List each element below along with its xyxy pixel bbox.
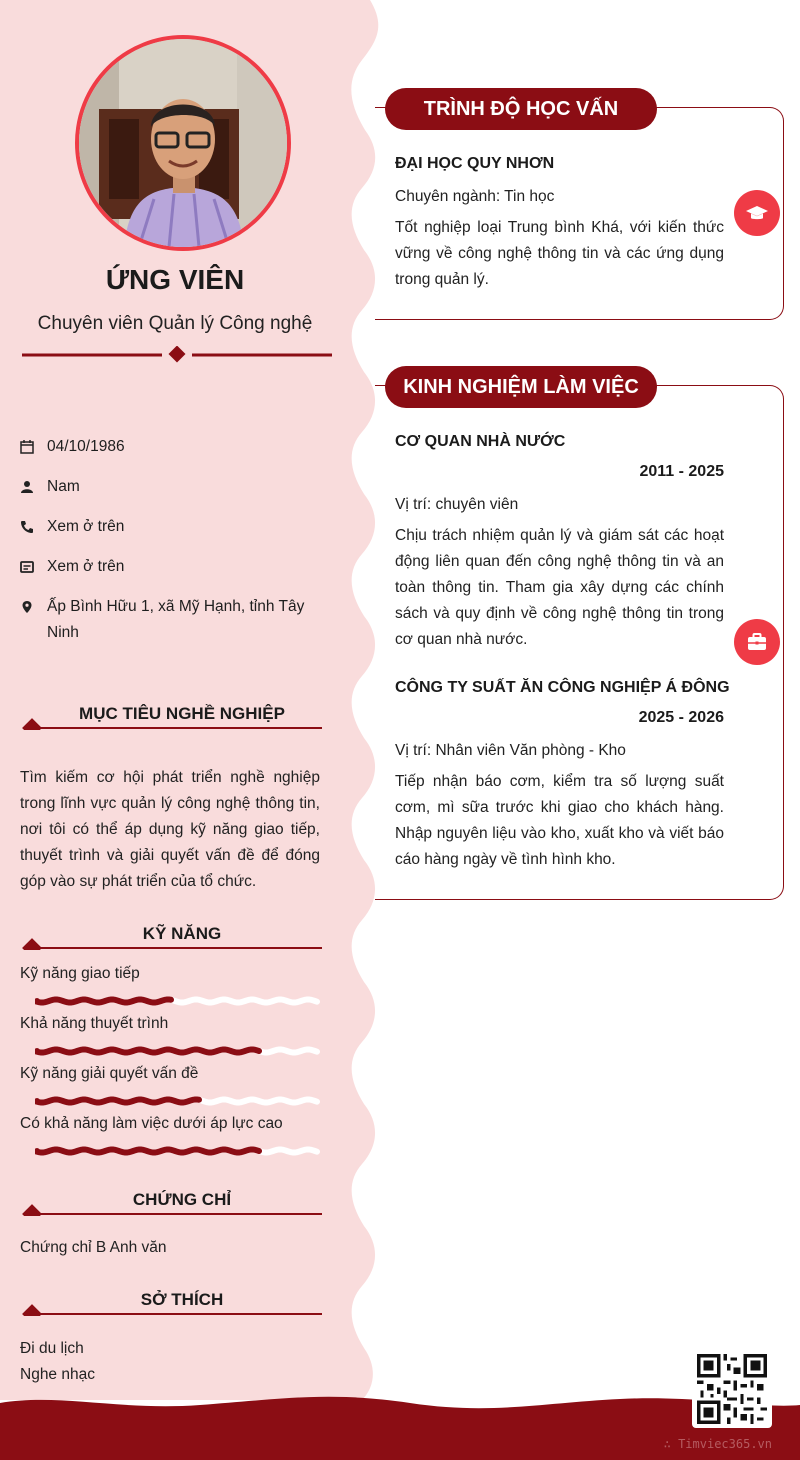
profile-photo [75,35,291,251]
experience-heading: KINH NGHIỆM LÀM VIỆC [385,366,657,408]
calendar-icon [20,434,47,460]
contact-phone [20,514,330,540]
job-period: 2025 - 2026 [638,709,724,726]
candidate-name: ỨNG VIÊN [105,264,245,295]
certificate-item: Chứng chỉ B Anh văn [20,1239,167,1256]
user-icon [20,474,47,500]
hobbies-heading-text: SỞ THÍCH [140,1290,224,1309]
graduation-cap-icon [734,190,780,236]
phone-icon [20,514,47,540]
skills-heading [22,924,322,950]
job-position: Vị trí: chuyên viên [395,496,519,513]
skill-bar [35,995,320,1007]
education-school: ĐẠI HỌC QUY NHƠN [395,155,555,172]
skill-bar [35,1095,320,1107]
skill-label: Kỹ năng giải quyết vấn đề [20,1065,199,1082]
certificates-heading-text: CHỨNG CHỈ [132,1190,232,1209]
certificates-heading [22,1190,322,1216]
job-company: CÔNG TY SUẤT ĂN CÔNG NGHIỆP Á ĐÔNG [395,679,730,696]
job-company: CƠ QUAN NHÀ NƯỚC [395,433,566,450]
birthday-text: 04/10/1986 [47,438,125,455]
hobbies-heading [22,1290,322,1316]
contact-email [20,554,330,580]
skill-bar [35,1145,320,1157]
objective-heading-text: MỤC TIÊU NGHỀ NGHIỆP [79,704,285,723]
skill-label: Có khả năng làm việc dưới áp lực cao [20,1115,283,1132]
contact-gender [20,474,330,500]
qr-code[interactable] [692,1350,772,1428]
job-description: Tiếp nhận báo cơm, kiểm tra số lượng suất cơm, mì sữa trước khi giao cho khách hàng. Nhập nguyên liệu vào kho, xuất kho và viết báo cáo hàng ngày về tình hình kho. [395,773,724,868]
skill-bar-fill [37,999,171,1002]
objective-text: Tìm kiếm cơ hội phát triển nghề nghiệp trong lĩnh vực quản lý công nghệ thông tin, nơi tôi có thể áp dụng kỹ năng giao tiếp, thuyết trình và giải quyết vấn đề để đóng góp vào sự phát triển của tổ chức. [20,769,320,890]
skill-bar-fill [37,1099,199,1102]
email-icon [20,554,47,580]
brand-watermark: ∴ Timviec365.vn [663,1437,772,1451]
job-period: 2011 - 2025 [639,463,724,480]
objective-heading [22,704,322,730]
hobby-item: Nghe nhạc [20,1366,95,1383]
skill-bar-fill [37,1049,259,1052]
candidate-title: Chuyên viên Quản lý Công nghệ [37,313,313,334]
phone-text: Xem ở trên [47,518,125,535]
hobby-item: Đi du lịch [20,1340,84,1357]
skills-heading-text: KỸ NĂNG [142,924,222,943]
job-description: Chịu trách nhiệm quản lý và giám sát các hoạt động liên quan đến công nghệ thông tin và an toàn thông tin. Tham gia xây dựng các chính sách và quy định về công nghệ thông tin trong cơ quan nhà nước. [395,527,724,648]
contact-address [20,594,330,646]
job-position: Vị trí: Nhân viên Văn phòng - Kho [395,742,626,759]
education-heading: TRÌNH ĐỘ HỌC VẤN [385,88,657,130]
skill-bar [35,1045,320,1057]
education-major: Chuyên ngành: Tin học [395,188,555,205]
location-icon [20,594,47,646]
contact-birthday [20,434,330,460]
gender-text: Nam [47,478,80,495]
education-description: Tốt nghiệp loại Trung bình Khá, với kiến thức vững về công nghệ thông tin và các ứng dụng trong quản lý. [395,219,724,288]
skill-label: Khả năng thuyết trình [20,1015,169,1032]
skill-bar-fill [37,1149,259,1152]
skill-label: Kỹ năng giao tiếp [20,965,140,982]
email-text: Xem ở trên [47,558,125,575]
briefcase-icon [734,619,780,665]
address-text: Ấp Bình Hữu 1, xã Mỹ Hạnh, tỉnh Tây Ninh [47,598,305,641]
name-divider [22,346,332,364]
